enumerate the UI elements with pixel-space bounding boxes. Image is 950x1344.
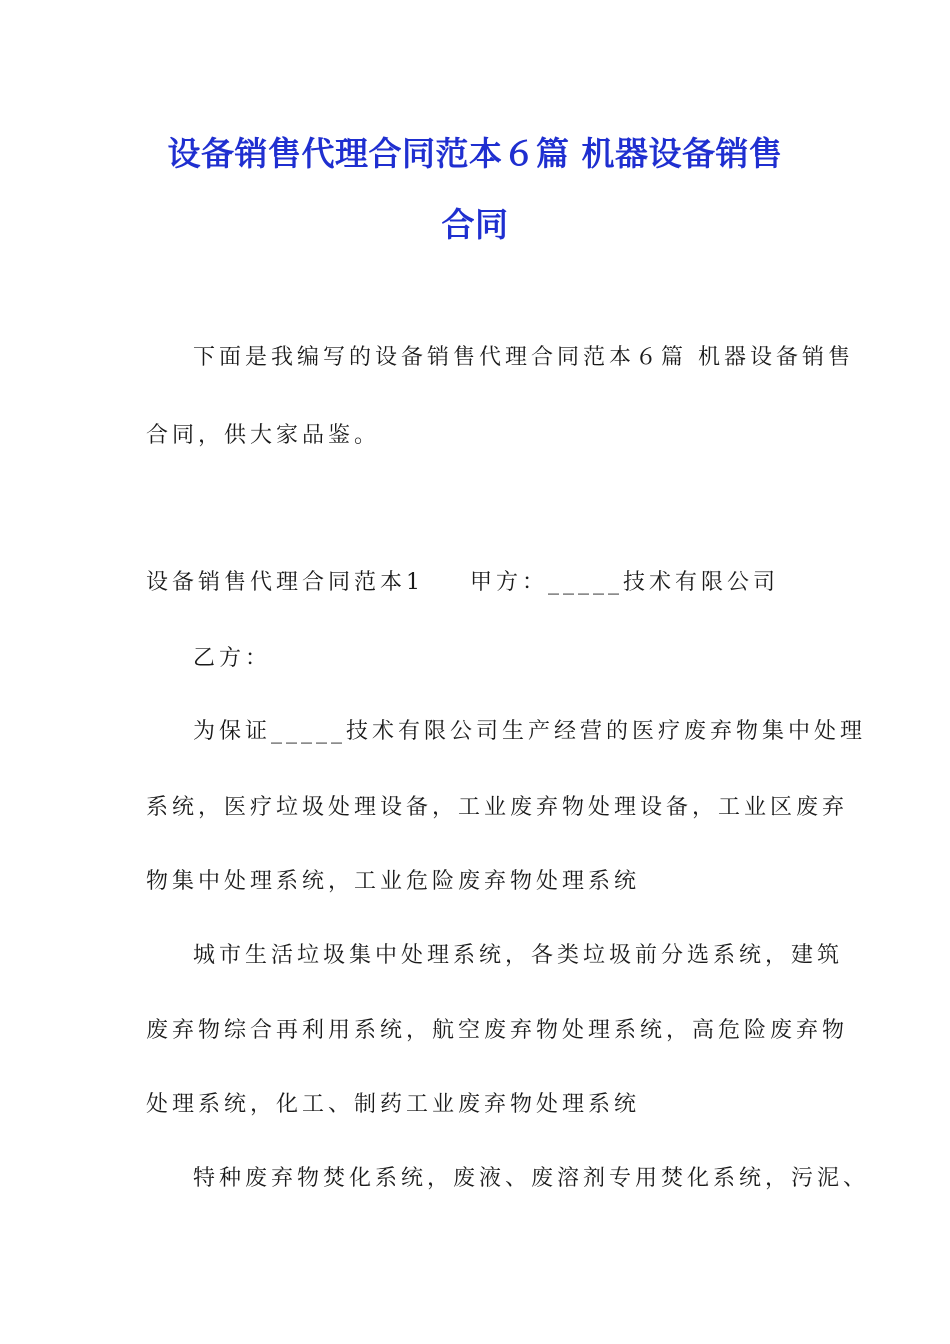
intro-line-1: 下面是我编写的设备销售代理合同范本６篇 机器设备销售 xyxy=(193,345,854,370)
paragraph-1-line-3: 物集中处理系统，工业危险废弃物处理系统 xyxy=(146,869,641,894)
party-b-line: 乙方： xyxy=(193,646,272,671)
section-heading: 设备销售代理合同范本1 xyxy=(146,570,424,595)
document-title-line-2: 合同 xyxy=(441,205,509,244)
paragraph-3-line-1: 特种废弃物焚化系统，废液、废溶剂专用焚化系统，污泥、 xyxy=(193,1166,870,1191)
section-heading-row xyxy=(146,568,779,598)
party-a-line: 甲方：_____技术有限公司 xyxy=(470,570,780,595)
paragraph-2-line-2: 废弃物综合再利用系统，航空废弃物处理系统，高危险废弃物 xyxy=(146,1018,849,1043)
paragraph-1-line-2: 系统，医疗垃圾处理设备，工业废弃物处理设备，工业区废弃 xyxy=(146,795,849,820)
paragraph-2-line-1: 城市生活垃圾集中处理系统，各类垃圾前分选系统，建筑 xyxy=(193,943,844,968)
paragraph-2-line-3: 处理系统，化工、制药工业废弃物处理系统 xyxy=(146,1092,641,1117)
intro-line-2: 合同，供大家品鉴。 xyxy=(146,423,381,448)
paragraph-1-line-1: 为保证_____技术有限公司生产经营的医疗废弃物集中处理 xyxy=(193,719,867,744)
document-title-line-1: 设备销售代理合同范本６篇 机器设备销售 xyxy=(167,134,783,173)
